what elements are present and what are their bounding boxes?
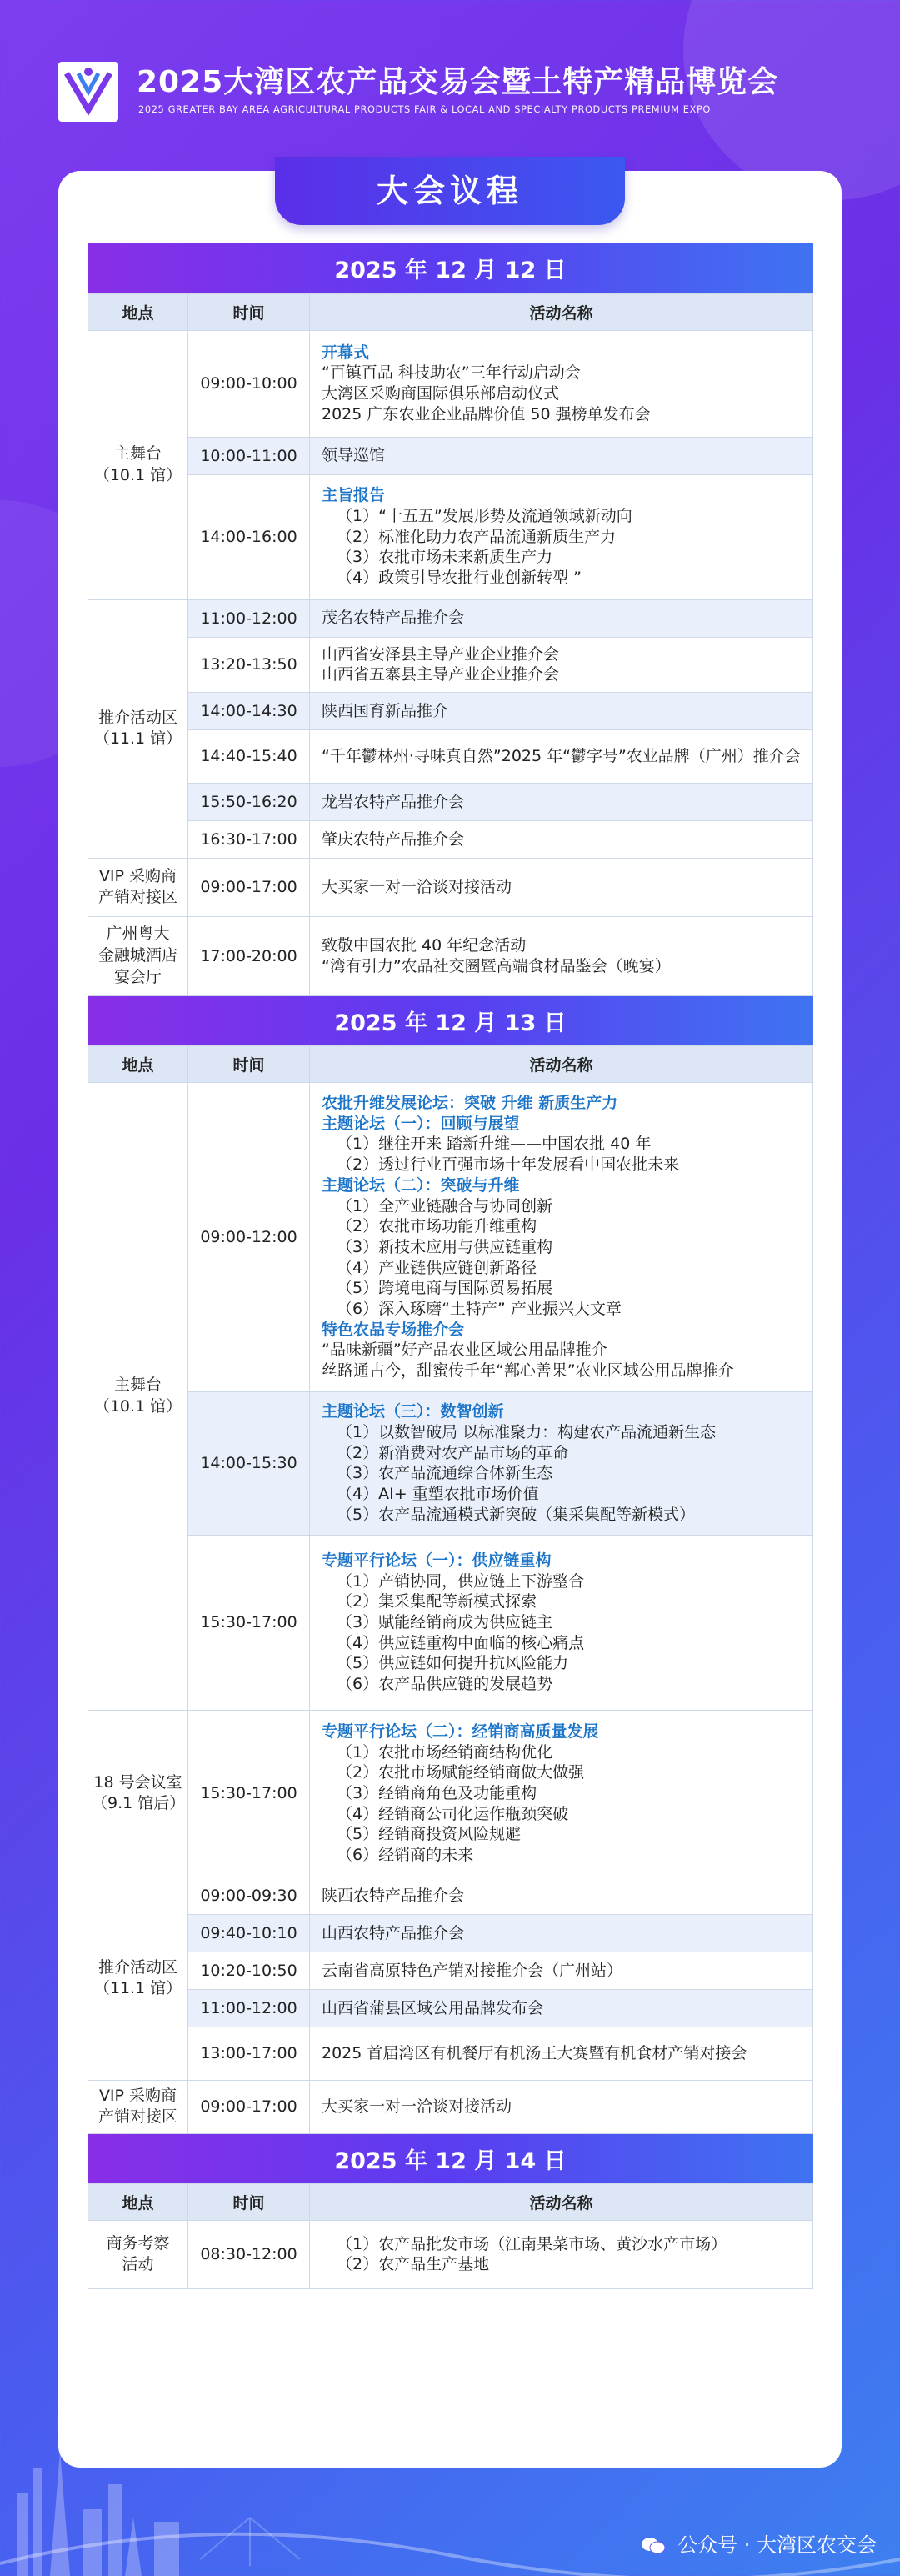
activity-line: 茂名农特产品推介会 <box>322 609 465 628</box>
time-cell: 16:30-17:00 <box>188 820 310 858</box>
activity-cell <box>310 1391 813 1535</box>
activity-cell <box>310 637 813 692</box>
activity-line: （2）透过行业百强市场十年发展看中国农批未来 <box>337 1155 680 1175</box>
column-header-location: 地点 <box>88 1045 188 1082</box>
table-row <box>88 330 813 437</box>
page-title: 2025大湾区农产品交易会暨土特产精品博览会 <box>137 65 779 99</box>
activity-line: 大买家一对一洽谈对接活动 <box>322 878 512 897</box>
activity-line: 山西省蒲县区域公用品牌发布会 <box>322 1998 544 2017</box>
schedule <box>88 243 812 2289</box>
activity-line: （2）农批市场赋能经销商做大做强 <box>337 1763 585 1782</box>
date-heading: 2025 年 12 月 13 日 <box>88 995 813 1045</box>
column-header-time: 时间 <box>188 293 310 330</box>
table-row <box>88 1914 813 1952</box>
activity-line: （1）农批市场经销商结构优化 <box>337 1742 553 1762</box>
activity-cell <box>310 1535 813 1710</box>
activity-line: （6）深入琢磨“土特产” 产业振兴大文章 <box>337 1299 622 1318</box>
activity-line: （3）农批市场未来新质生产力 <box>337 548 553 567</box>
time-cell: 09:00-09:30 <box>188 1877 310 1914</box>
table-row <box>88 2220 813 2288</box>
table-row <box>88 692 813 729</box>
activity-cell <box>310 2027 813 2080</box>
activity-line: 云南省高原特色产销对接推介会（广州站） <box>322 1961 623 1980</box>
activity-line: （4）政策引导农批行业创新转型 ” <box>337 569 582 588</box>
activity-cell <box>310 330 813 437</box>
wechat-icon <box>641 2537 666 2555</box>
time-cell: 13:20-13:50 <box>188 637 310 692</box>
activity-line: （6）经销商的未来 <box>337 1846 474 1865</box>
activity-line: 丝路通古今，甜蜜传千年“鄯心善果”农业区域公用品牌推介 <box>322 1361 734 1380</box>
activity-line: （1）继往开来 踏新升维——中国农批 40 年 <box>337 1135 652 1154</box>
column-header-location: 地点 <box>88 293 188 330</box>
activity-line: “品味新疆”好产品农业区域公用品牌推介 <box>322 1341 608 1360</box>
header <box>58 57 867 132</box>
time-cell: 09:40-10:10 <box>188 1914 310 1952</box>
activity-cell <box>310 2080 813 2133</box>
time-cell: 09:00-12:00 <box>188 1082 310 1391</box>
activity-cell <box>310 599 813 637</box>
activity-line: 山西农特产品推介会 <box>322 1923 465 1942</box>
activity-cell <box>310 692 813 729</box>
activity-line: （4）AI+ 重塑农批市场价值 <box>337 1485 539 1504</box>
activity-heading: 开幕式 <box>322 343 370 362</box>
activity-cell <box>310 2220 813 2288</box>
location-cell: VIP 采购商 产销对接区 <box>88 2080 188 2133</box>
time-cell: 09:00-17:00 <box>188 2080 310 2133</box>
activity-heading: 主题论坛（二）：突破与升维 <box>322 1175 520 1195</box>
activity-line: （5）跨境电商与国际贸易拓展 <box>337 1279 553 1298</box>
activity-line: （3）经销商角色及功能重构 <box>337 1784 538 1803</box>
activity-cell <box>310 1082 813 1391</box>
activity-heading: 主旨报告 <box>322 486 386 505</box>
table-row <box>88 820 813 858</box>
date-row <box>88 995 813 1045</box>
table-row <box>88 1877 813 1914</box>
column-header-row <box>88 293 813 330</box>
table-row <box>88 783 813 820</box>
table-row <box>88 1989 813 2027</box>
table-row <box>88 729 813 783</box>
time-cell: 14:00-14:30 <box>188 692 310 729</box>
activity-line: （4）供应链重构中面临的核心痛点 <box>337 1633 585 1652</box>
column-header-activity: 活动名称 <box>310 1045 813 1082</box>
time-cell: 15:30-17:00 <box>188 1535 310 1710</box>
time-cell: 10:20-10:50 <box>188 1952 310 1989</box>
column-header-row <box>88 1045 813 1082</box>
activity-line: 陕西农特产品推介会 <box>322 1886 465 1905</box>
table-row <box>88 1391 813 1535</box>
footer-attribution <box>641 2528 877 2558</box>
activity-line: 龙岩农特产品推介会 <box>322 792 465 811</box>
activity-line: （3）赋能经销商成为供应链主 <box>337 1613 553 1632</box>
activity-heading: 专题平行论坛（二）：经销商高质量发展 <box>322 1722 599 1741</box>
table-row <box>88 637 813 692</box>
activity-line: （2）集采集配等新模式探索 <box>337 1592 538 1611</box>
activity-line: （1）农产品批发市场（江南果菜市场、黄沙水产市场） <box>337 2234 728 2253</box>
time-cell: 14:00-16:00 <box>188 474 310 599</box>
table-row <box>88 599 813 637</box>
activity-line: “湾有引力”农品社交圈暨高端食材品鉴会（晚宴） <box>322 956 671 975</box>
table-row <box>88 916 813 995</box>
activity-line: 肇庆农特产品推介会 <box>322 829 465 849</box>
activity-heading: 主题论坛（一）：回顾与展望 <box>322 1114 520 1133</box>
activity-cell <box>310 1710 813 1877</box>
table-row <box>88 1952 813 1989</box>
time-cell: 14:40-15:40 <box>188 729 310 783</box>
location-cell: 主舞台 （10.1 馆） <box>88 1082 188 1710</box>
activity-line: （5）农产品流通模式新突破（集采集配等新模式） <box>337 1505 696 1524</box>
date-row <box>88 2133 813 2183</box>
activity-line: （2）标准化助力农产品流通新质生产力 <box>337 527 617 546</box>
location-cell: 18 号会议室 （9.1 馆后） <box>88 1710 188 1877</box>
activity-line: （5）经销商投资风险规避 <box>337 1825 522 1844</box>
agenda-title-tab <box>275 157 625 225</box>
activity-heading: 特色农品专场推介会 <box>322 1320 465 1339</box>
column-header-activity: 活动名称 <box>310 293 813 330</box>
activity-heading: 农批升维发展论坛：突破 升维 新质生产力 <box>322 1094 618 1113</box>
activity-line: （1）全产业链融合与协同创新 <box>337 1196 553 1215</box>
activity-line: “百镇百品 科技助农”三年行动启动会 <box>322 363 581 383</box>
time-cell: 14:00-15:30 <box>188 1391 310 1535</box>
activity-line: “千年鬱林州·寻味真自然”2025 年“鬱字号”农业品牌（广州）推介会 <box>322 747 801 766</box>
time-cell: 11:00-12:00 <box>188 599 310 637</box>
activity-line: 山西省五寨县主导产业企业推介会 <box>322 665 560 684</box>
activity-line: （1）以数智破局 以标准聚力：构建农产品流通新生态 <box>337 1423 717 1441</box>
table-row <box>88 1082 813 1391</box>
activity-cell <box>310 1914 813 1952</box>
activity-line: （1）“十五五”发展形势及流通领域新动向 <box>337 506 632 525</box>
activity-cell <box>310 474 813 599</box>
page-subtitle-en: 2025 GREATER BAY AREA AGRICULTURAL PRODUCTS FAIR & LOCAL AND SPECIALTY PRODUCTS PREMIUM EXPO <box>138 103 711 115</box>
column-header-row <box>88 2183 813 2220</box>
agenda-title: 大会议程 <box>376 173 523 209</box>
table-row <box>88 2027 813 2080</box>
table-row <box>88 858 813 916</box>
activity-line: 大买家一对一洽谈对接活动 <box>322 2097 512 2117</box>
activity-line: （3）新技术应用与供应链重构 <box>337 1237 553 1256</box>
time-cell: 09:00-10:00 <box>188 330 310 437</box>
time-cell: 15:50-16:20 <box>188 783 310 820</box>
location-cell: 商务考察 活动 <box>88 2220 188 2288</box>
activity-cell <box>310 1952 813 1989</box>
column-header-time: 时间 <box>188 2183 310 2220</box>
table-row <box>88 1710 813 1877</box>
activity-cell <box>310 783 813 820</box>
column-header-location: 地点 <box>88 2183 188 2220</box>
activity-cell <box>310 437 813 474</box>
activity-line: 大湾区采购商国际俱乐部启动仪式 <box>322 384 560 403</box>
activity-line: （2）农产品生产基地 <box>337 2255 490 2274</box>
activity-line: 陕西国育新品推介 <box>322 701 449 720</box>
activity-heading: 主题论坛（三）：数智创新 <box>322 1402 504 1421</box>
activity-line: （5）供应链如何提升抗风险能力 <box>337 1654 569 1673</box>
activity-cell <box>310 1989 813 2027</box>
activity-line: 致敬中国农批 40 年纪念活动 <box>322 936 527 955</box>
time-cell: 09:00-17:00 <box>188 858 310 916</box>
activity-line: （3）农产品流通综合体新生态 <box>337 1464 553 1483</box>
activity-line: 2025 广东农业企业品牌价值 50 强榜单发布会 <box>322 404 651 423</box>
time-cell: 15:30-17:00 <box>188 1710 310 1877</box>
date-row <box>88 243 813 293</box>
activity-line: 2025 首届湾区有机餐厅有机汤王大赛暨有机食材产销对接会 <box>322 2044 748 2063</box>
location-cell: 主舞台 （10.1 馆） <box>88 330 188 599</box>
activity-line: 山西省安泽县主导产业企业推介会 <box>322 644 560 664</box>
activity-line: （2）农批市场功能升维重构 <box>337 1217 538 1236</box>
activity-line: （1）产销协同，供应链上下游整合 <box>337 1571 585 1591</box>
time-cell: 10:00-11:00 <box>188 437 310 474</box>
activity-line: （2）新消费对农产品市场的革命 <box>337 1443 569 1462</box>
location-cell: 推介活动区 （11.1 馆） <box>88 1877 188 2080</box>
location-cell: 广州粤大 金融城酒店 宴会厅 <box>88 916 188 995</box>
expo-logo <box>58 62 118 122</box>
schedule-table <box>88 243 813 2289</box>
column-header-activity: 活动名称 <box>310 2183 813 2220</box>
activity-cell <box>310 1877 813 1914</box>
footer-text: 公众号 · 大湾区农交会 <box>678 2533 877 2557</box>
table-row <box>88 437 813 474</box>
activity-line: （4）产业链供应链创新路径 <box>337 1258 538 1277</box>
table-row <box>88 474 813 599</box>
activity-line: （6）农产品供应链的发展趋势 <box>337 1675 553 1694</box>
activity-cell <box>310 858 813 916</box>
activity-cell <box>310 729 813 783</box>
activity-line: 领导巡馆 <box>322 446 386 465</box>
column-header-time: 时间 <box>188 1045 310 1082</box>
location-cell: 推介活动区 （11.1 馆） <box>88 599 188 858</box>
time-cell: 13:00-17:00 <box>188 2027 310 2080</box>
activity-cell <box>310 916 813 995</box>
table-row <box>88 2080 813 2133</box>
time-cell: 08:30-12:00 <box>188 2220 310 2288</box>
date-heading: 2025 年 12 月 14 日 <box>88 2133 813 2183</box>
location-cell: VIP 采购商 产销对接区 <box>88 858 188 916</box>
activity-heading: 专题平行论坛（一）：供应链重构 <box>322 1551 552 1570</box>
date-heading: 2025 年 12 月 12 日 <box>88 243 813 293</box>
time-cell: 11:00-12:00 <box>188 1989 310 2027</box>
activity-cell <box>310 820 813 858</box>
table-row <box>88 1535 813 1710</box>
activity-line: （4）经销商公司化运作瓶颈突破 <box>337 1804 569 1823</box>
time-cell: 17:00-20:00 <box>188 916 310 995</box>
